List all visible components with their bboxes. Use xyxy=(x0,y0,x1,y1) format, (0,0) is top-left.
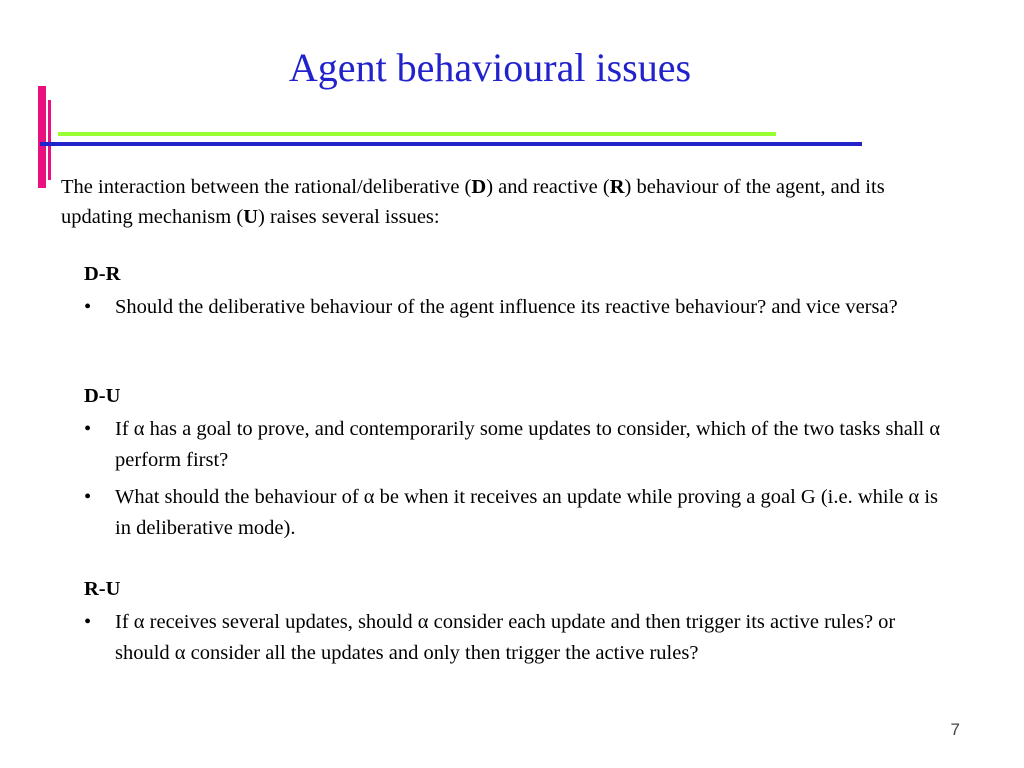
section-heading: R-U xyxy=(84,578,121,600)
bullet-text: If α receives several updates, should α consider each update and then trigger its active rules? or should α consider all the updates and only then trigger the active rules? xyxy=(115,611,896,664)
bullet-item xyxy=(84,607,944,669)
intro-paragraph xyxy=(61,172,941,232)
page-number: 7 xyxy=(950,720,960,739)
bullet-icon: • xyxy=(84,418,92,440)
bullet-text: What should the behaviour of α be when it receives an update while proving a goal G (i.e. while α is in deliberative mode). xyxy=(115,486,939,539)
decorative-green-line xyxy=(58,132,776,136)
bullet-item xyxy=(84,414,944,476)
intro-bold-u: U xyxy=(243,206,258,228)
intro-text: ) and reactive ( xyxy=(486,176,610,198)
bullet-icon: • xyxy=(84,611,92,633)
intro-bold-d: D xyxy=(471,176,487,198)
bullet-item xyxy=(84,482,944,544)
decorative-pink-thin-bar xyxy=(48,100,51,180)
section-d-r xyxy=(84,260,944,329)
slide-title: Agent behavioural issues xyxy=(288,45,692,90)
section-heading: D-R xyxy=(84,263,121,285)
intro-bold-r: R xyxy=(609,176,625,198)
bullet-icon: • xyxy=(84,296,92,318)
decorative-blue-line xyxy=(40,142,862,146)
section-heading: D-U xyxy=(84,385,121,407)
intro-text: ) raises several issues: xyxy=(258,206,440,228)
bullet-icon: • xyxy=(84,486,92,508)
section-d-u xyxy=(84,382,944,550)
section-r-u xyxy=(84,575,944,675)
bullet-text: If α has a goal to prove, and contemporarily some updates to consider, which of the two tasks shall α perform first? xyxy=(115,418,941,471)
bullet-item xyxy=(84,292,944,323)
intro-text: ) behaviour of the agent, and its updating mechanism ( xyxy=(61,176,885,228)
decorative-pink-bar xyxy=(38,86,46,188)
bullet-text: Should the deliberative behaviour of the agent influence its reactive behaviour? and vice versa? xyxy=(115,296,898,318)
intro-text: The interaction between the rational/deliberative ( xyxy=(61,176,472,198)
